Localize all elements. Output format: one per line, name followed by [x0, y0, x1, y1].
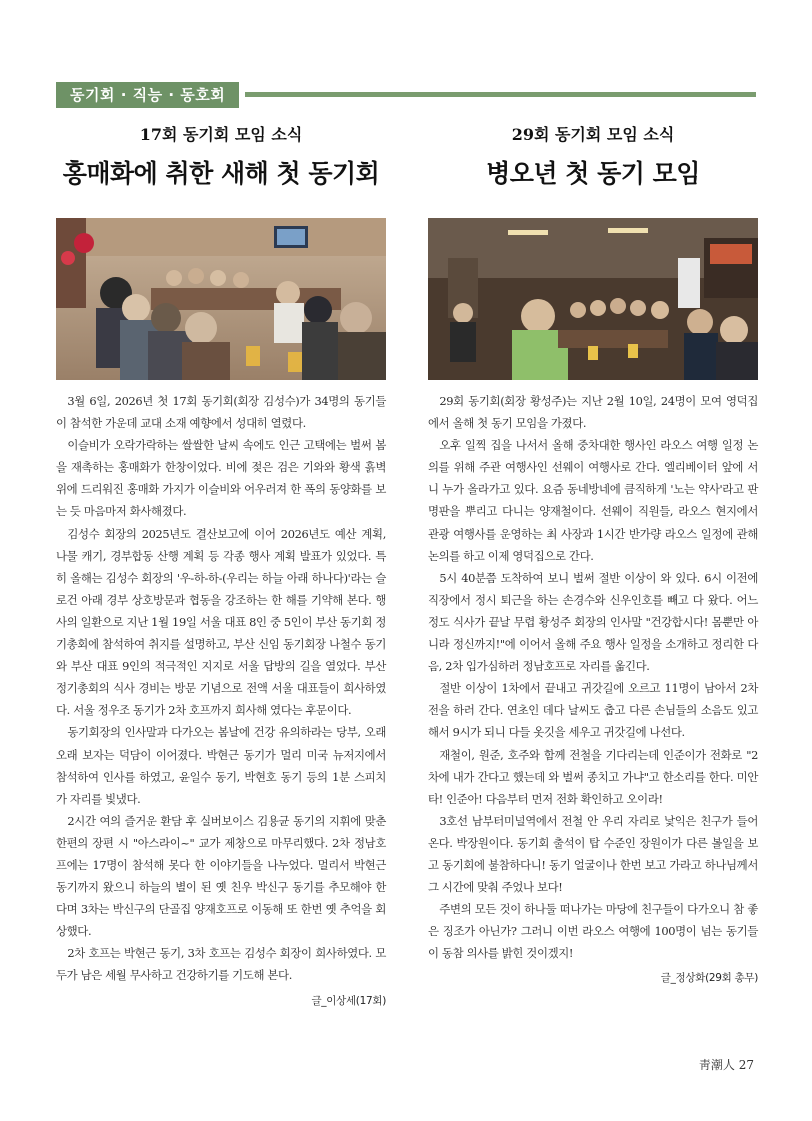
article-body: [56, 390, 386, 987]
article-headline: 병오년 첫 동기 모임: [486, 159, 700, 188]
paragraph: 절반 이상이 1차에서 끝내고 귀갓길에 오르고 11명이 남아서 2차전을 하러 간다. 연초인 데다 날씨도 춥고 다른 손님들의 소음도 있고 해서 9시가 되니 다들 옷깃을 세우고 귀갓길에 나선다.: [428, 681, 758, 740]
paragraph: 3월 6일, 2026년 첫 17회 동기회(회장 김성수)가 34명의 동기들이 참석한 가운데 교대 소재 예향에서 성대히 열렸다.: [56, 394, 386, 431]
paragraph: 주변의 모든 것이 하나둘 떠나가는 마당에 친구들이 다가오니 참 좋은 징조가 아닌가? 그러니 이번 라오스 여행에 100명이 넘는 동기들이 동참 의사를 밝힌 것이겠지!: [428, 902, 758, 961]
section-header: [56, 82, 756, 108]
article-byline: 글_정상화(29회 총무): [660, 972, 758, 985]
paragraph: 2차 호프는 박현근 동기, 3차 호프는 김성수 회장이 희사하였다. 모두가 남은 세월 무사하고 건강하기를 기도해 본다.: [56, 946, 386, 983]
page-number: 靑潮人 27: [698, 1058, 754, 1072]
paragraph: 이슬비가 오락가락하는 쌀쌀한 날씨 속에도 인근 고택에는 벌써 봄을 재촉하는 홍매화가 한창이었다. 비에 젖은 검은 기와와 황색 흙벽 위에 드리워진 홍매화 가지가 이슬비와 어우러져 한 폭의 동양화를 보는 듯 마음마저 화사해졌다.: [56, 438, 386, 519]
paragraph: 오후 일찍 집을 나서서 올해 중차대한 행사인 라오스 여행 일정 논의를 위해 주관 여행사인 선웨이 여행사로 간다. 엘리베이터 앞에 서니 누가 올라가고 있다. 요즘 동네방네에 큼직하게 '노는 약사'라고 판 명판을 뿌리고 다니는 양재철이다. 선웨이 직원들, 라오스 현지에서 관광 여행사를 운영하는 최 사장과 1시간 반가량 라오스 일정에 관해 논의를 하고 이제 영덕집으로 간다.: [428, 438, 758, 563]
article-photo: [56, 218, 386, 380]
article-kicker: 17회 동기회 모임 소식: [139, 125, 303, 144]
article-29: [428, 122, 758, 985]
paragraph: 재철이, 원준, 호주와 함께 전철을 기다리는데 인준이가 전화로 "2차에 내가 간다고 했는데 와 벌써 종치고 가냐"고 한소리를 한다. 미안타! 인준아! 다음부터 먼저 전화 확인하고 오이라!: [428, 747, 758, 806]
article-photo: [428, 218, 758, 380]
paragraph: 동기회장의 인사말과 다가오는 봄날에 건강 유의하라는 당부, 오래오래 보자는 덕담이 이어졌다. 박현근 동기가 멀리 미국 뉴저지에서 참석하여 인사를 하였고, 윤일수 동기, 박현호 동기 등의 1분 스피치가 자리를 빛냈다.: [56, 725, 386, 806]
article-17: [56, 122, 386, 1008]
group-photo-29: [428, 218, 758, 380]
section-label: 동기회 · 직능 · 동호회: [56, 82, 245, 108]
paragraph: 김성수 회장의 2025년도 결산보고에 이어 2026년도 예산 계획, 나물 캐기, 경부합동 산행 계획 등 각종 행사 계획 발표가 있었다. 특히 올해는 김성수 회장의 '우-하-하-(우리는 하늘 아래 하나다)'라는 슬로건 아래 경부 상호방문과 협동을 강조하는 한 해를 기약해 본다. 행사의 일환으로 지난 1월 19일 서울 대표 8인 중 5인이 부산 동기회 정기총회에 참석하여 취지를 설명하고, 부산 신임 동기회장 나철수 동기와 부산 대표 9인의 적극적인 지지로 서울 답방의 길을 열었다. 부산 정기총회의 식사 경비는 방문 기념으로 전액 서울 대표들이 희사하였다. 서울 정우조 동기가 2차 호프까지 희사해 였다는 후문이다.: [56, 526, 386, 718]
article-headline: 홍매화에 취한 새해 첫 동기회: [62, 159, 380, 188]
paragraph: 2시간 여의 즐거운 환담 후 실버보이스 김용균 동기의 지휘에 맞춘 한편의 장편 시 "아스라이~" 교가 제창으로 마무리했다. 2차 정남호프에는 17명이 참석해 못다 한 이야기들을 나누었다. 멀리서 박현근 동기까지 왔으니 하늘의 별이 된 옛 친우 박신구 동기를 추모해야 한다며 3차는 박신구의 단골집 양재호프로 이동해 또 한번 옛 추억을 회상했다.: [56, 813, 386, 939]
article-byline: 글_이상세(17회): [311, 994, 386, 1007]
paragraph: 5시 40분쯤 도착하여 보니 벌써 절반 이상이 와 있다. 6시 이전에 직장에서 정시 퇴근을 하는 손경수와 신우인호를 빼고 다 왔다. 어느 정도 식사가 끝날 무렵 황성주 회장의 인사말 "건강합시다! 몸뿐만 아니라 정신까지!"에 이어서 올해 주요 행사 일정을 소개하고 정리한 다음, 2차 입가심하러 정남호프로 자리를 옮긴다.: [428, 570, 758, 674]
paragraph: 3호선 남부터미널역에서 전철 안 우리 자리로 낯익은 친구가 들어온다. 박장원이다. 동기회 출석이 탑 수준인 장원이가 다른 볼일을 보고 동기회에 불참하다니! 동기 얼굴이나 한번 보고 가라고 하나님께서 그 시간에 맞춰 주었나 보다!: [428, 813, 758, 895]
article-kicker: 29회 동기회 모임 소식: [511, 125, 675, 144]
group-photo-17: [56, 218, 386, 380]
article-body: [428, 390, 758, 964]
paragraph: 29회 동기회(회장 황성주)는 지난 2월 10일, 24명이 모여 영덕집에서 올해 첫 동기 모임을 가졌다.: [428, 394, 758, 431]
